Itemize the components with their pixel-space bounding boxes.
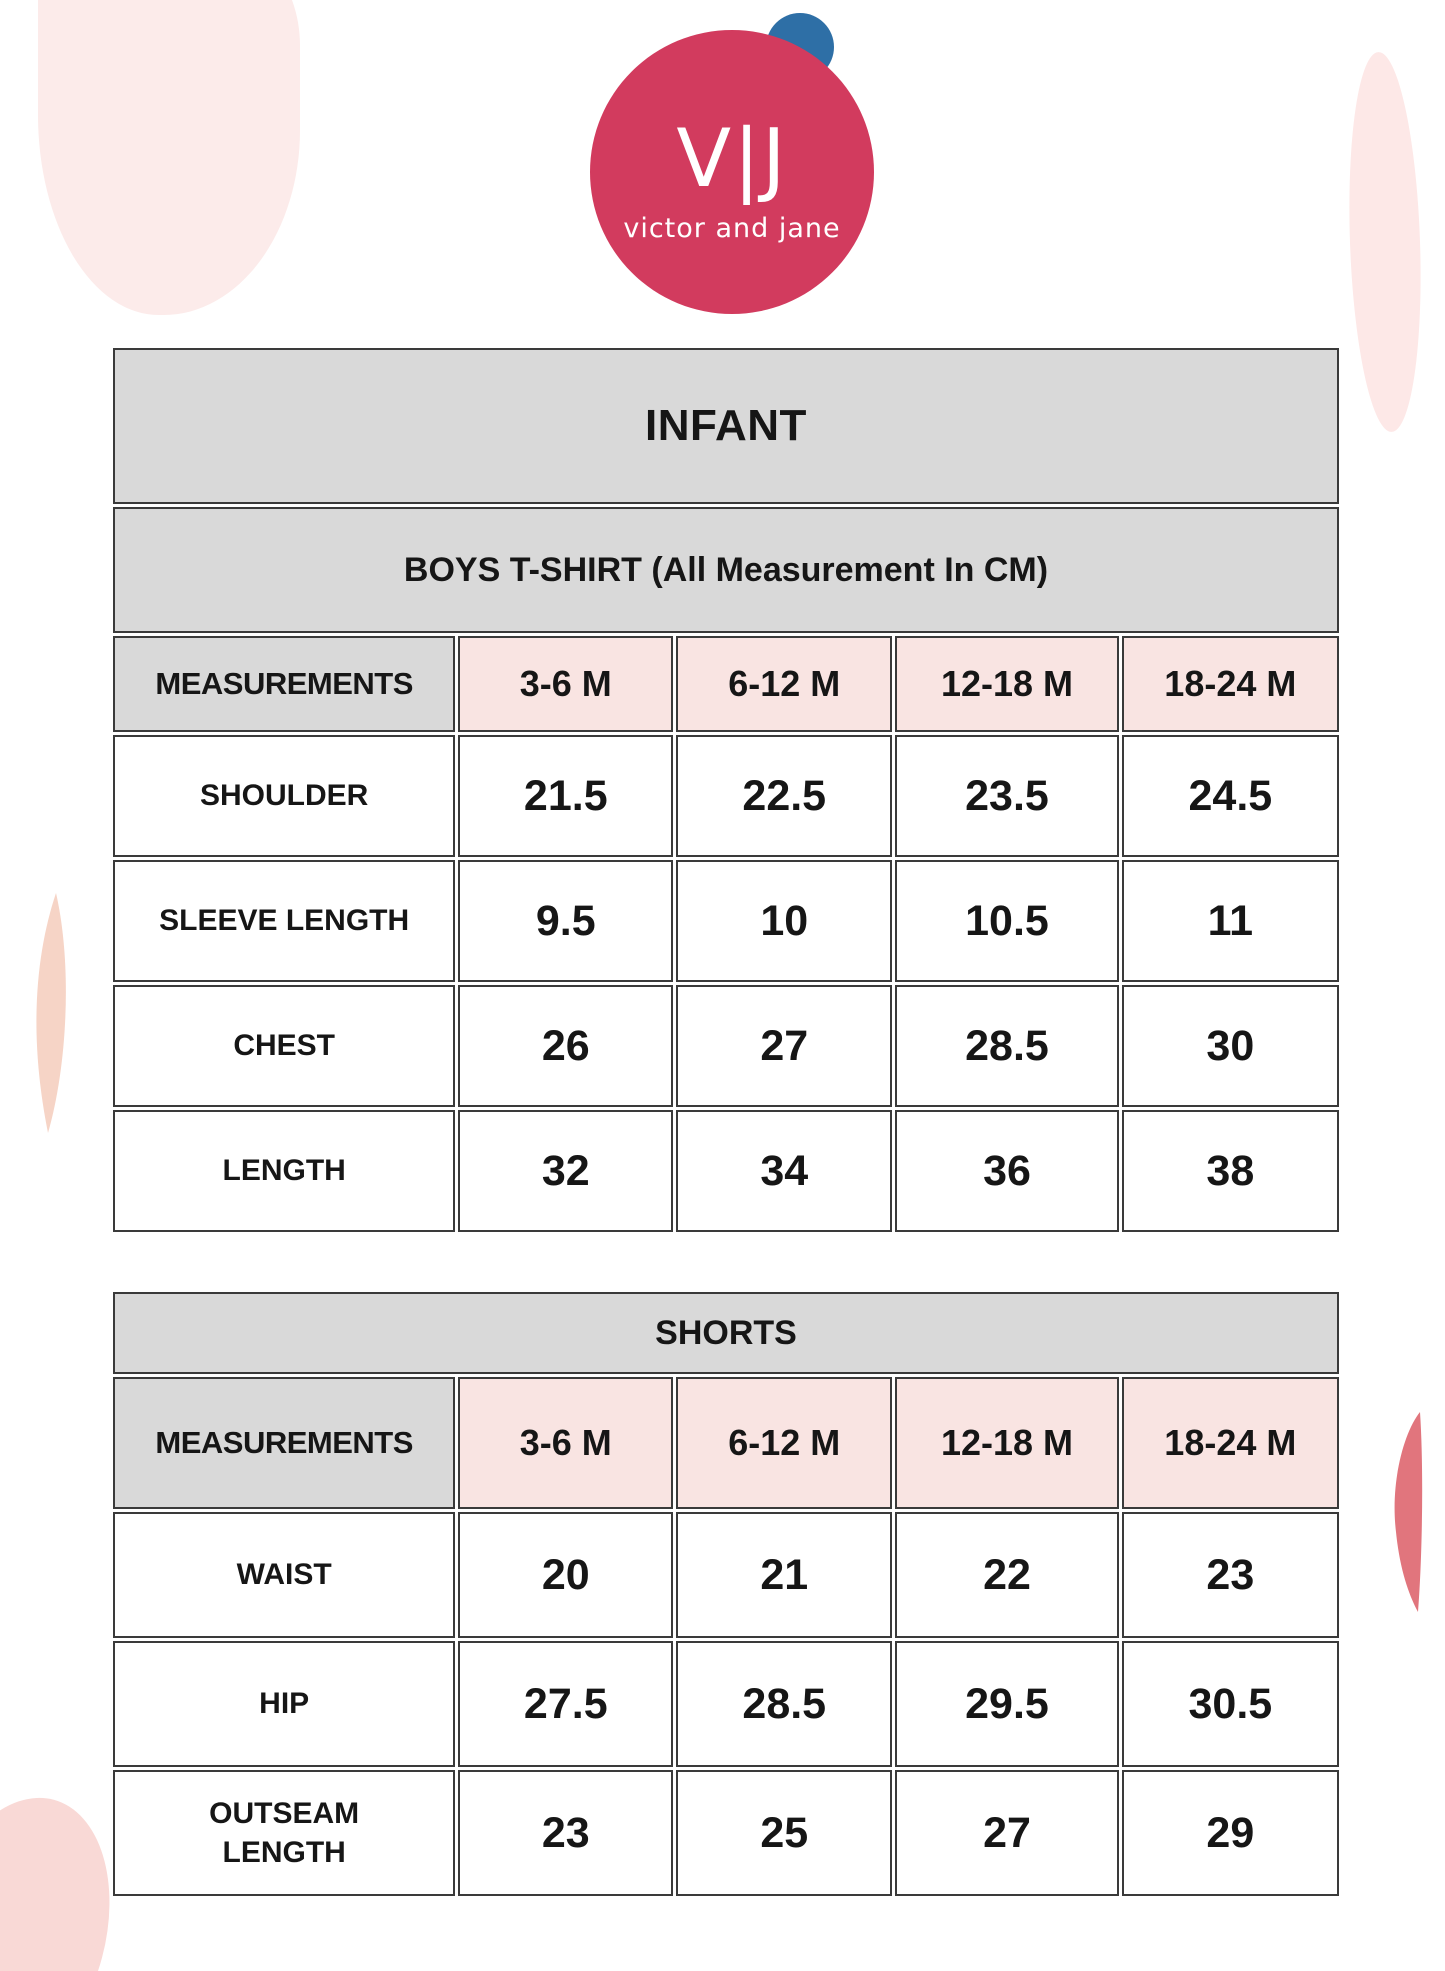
table-row [113, 1292, 1339, 1374]
value-cell: 28.5 [676, 1641, 892, 1767]
size-header: 6-12 M [676, 636, 892, 732]
infant-tshirt-size-table [110, 345, 1342, 1235]
row-label: SHOULDER [113, 735, 455, 857]
decor-blob-top-right [1343, 51, 1426, 433]
size-header: 3-6 M [458, 636, 673, 732]
value-cell: 20 [458, 1512, 673, 1638]
shorts-size-table [110, 1289, 1342, 1899]
size-header: 12-18 M [895, 1377, 1118, 1509]
value-cell: 22.5 [676, 735, 892, 857]
table-header-row [113, 1377, 1339, 1509]
value-cell: 29.5 [895, 1641, 1118, 1767]
decor-blob-top-left [38, 0, 300, 315]
value-cell: 24.5 [1122, 735, 1339, 857]
table-row [113, 348, 1339, 504]
value-cell: 10 [676, 860, 892, 982]
table-row [113, 985, 1339, 1107]
row-label-text: OUTSEAM LENGTH [209, 1797, 360, 1869]
table-row [113, 1770, 1339, 1896]
measurements-header: MEASUREMENTS [113, 1377, 455, 1509]
value-cell: 21.5 [458, 735, 673, 857]
row-label: LENGTH [113, 1110, 455, 1232]
value-cell: 30 [1122, 985, 1339, 1107]
value-cell: 29 [1122, 1770, 1339, 1896]
row-label: HIP [113, 1641, 455, 1767]
measurements-header: MEASUREMENTS [113, 636, 455, 732]
value-cell: 34 [676, 1110, 892, 1232]
decor-petal-left-icon [28, 893, 78, 1133]
value-cell: 27 [895, 1770, 1118, 1896]
row-label: WAIST [113, 1512, 455, 1638]
value-cell: 28.5 [895, 985, 1118, 1107]
decor-petal-right-icon [1390, 1412, 1424, 1617]
table-row [113, 1110, 1339, 1232]
value-cell: 27 [676, 985, 892, 1107]
value-cell: 32 [458, 1110, 673, 1232]
value-cell: 9.5 [458, 860, 673, 982]
value-cell: 11 [1122, 860, 1339, 982]
table-header-row [113, 636, 1339, 732]
value-cell: 21 [676, 1512, 892, 1638]
size-header: 3-6 M [458, 1377, 673, 1509]
table-row [113, 1512, 1339, 1638]
value-cell: 10.5 [895, 860, 1118, 982]
value-cell: 23.5 [895, 735, 1118, 857]
value-cell: 36 [895, 1110, 1118, 1232]
row-label: SLEEVE LENGTH [113, 860, 455, 982]
table-subtitle: BOYS T-SHIRT (All Measurement In CM) [113, 507, 1339, 633]
value-cell: 38 [1122, 1110, 1339, 1232]
value-cell: 23 [1122, 1512, 1339, 1638]
table-row [113, 1641, 1339, 1767]
table-row [113, 507, 1339, 633]
value-cell: 30.5 [1122, 1641, 1339, 1767]
value-cell: 23 [458, 1770, 673, 1896]
table-title: SHORTS [113, 1292, 1339, 1374]
value-cell: 25 [676, 1770, 892, 1896]
value-cell: 27.5 [458, 1641, 673, 1767]
size-header: 6-12 M [676, 1377, 892, 1509]
row-label [113, 1770, 455, 1896]
logo-monogram: V|J [676, 111, 788, 205]
table-row [113, 735, 1339, 857]
row-label: CHEST [113, 985, 455, 1107]
table-row [113, 860, 1339, 982]
value-cell: 26 [458, 985, 673, 1107]
table-title: INFANT [113, 348, 1339, 504]
size-header: 12-18 M [895, 636, 1118, 732]
size-header: 18-24 M [1122, 636, 1339, 732]
brand-logo [590, 30, 874, 314]
size-header: 18-24 M [1122, 1377, 1339, 1509]
logo-brand-name: victor and jane [623, 212, 841, 244]
value-cell: 22 [895, 1512, 1118, 1638]
